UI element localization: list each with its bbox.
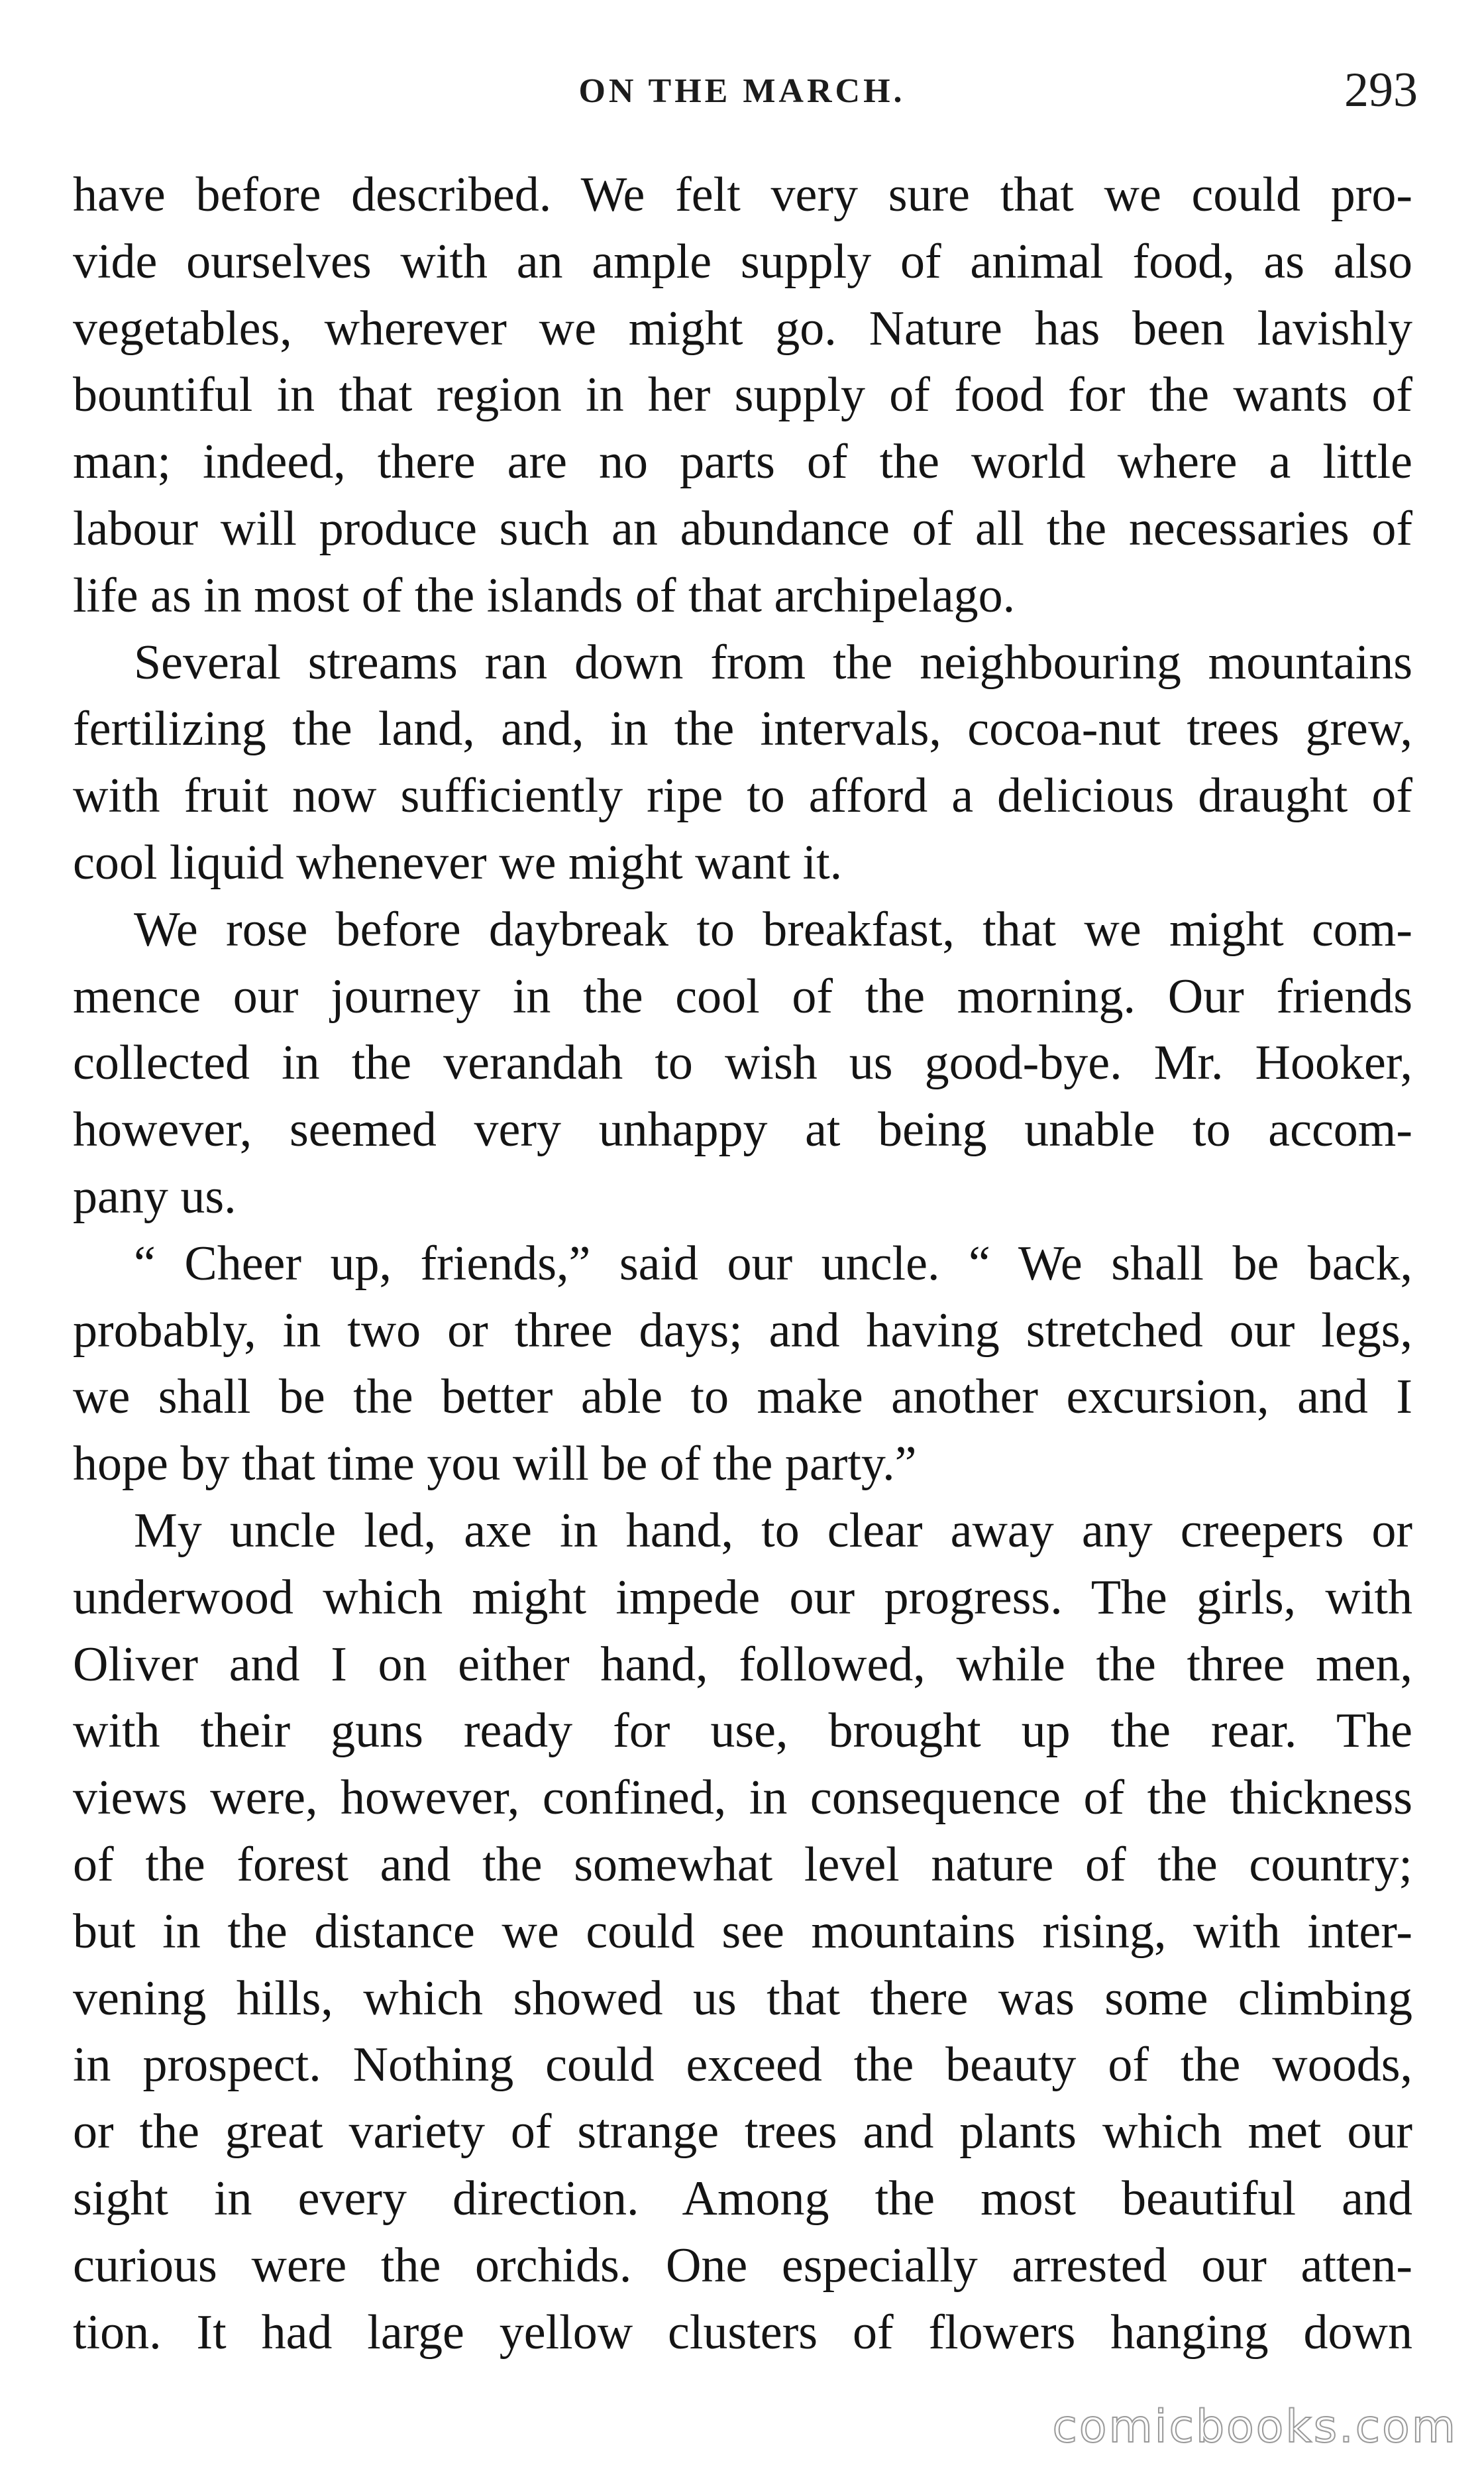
text-line: have before described. We felt very sure that we could pro- [73, 168, 1412, 222]
text-line: We rose before daybreak to breakfast, that we might com- [134, 902, 1412, 957]
text-line: cool liquid whenever we might want it. [73, 835, 843, 890]
text-line: probably, in two or three days; and having stretched our legs, [73, 1303, 1412, 1358]
text-line: labour will produce such an abundance of all the necessaries of [73, 501, 1412, 556]
text-line: pany us. [73, 1169, 237, 1224]
text-line: vegetables, wherever we might go. Nature has been lavishly [73, 301, 1412, 356]
text-line: collected in the verandah to wish us good-bye. Mr. Hooker, [73, 1036, 1412, 1091]
text-line: curious were the orchids. One especially arrested our atten- [73, 2238, 1412, 2293]
page-number: 293 [1344, 63, 1418, 117]
text-line: My uncle led, axe in hand, to clear away any creepers or [134, 1503, 1412, 1558]
text-line: “ Cheer up, friends,” said our uncle. “ We shall be back, [134, 1236, 1412, 1291]
running-head [0, 63, 1484, 131]
text-line: with fruit now sufficiently ripe to afford a delicious draught of [73, 769, 1412, 824]
text-line: we shall be the better able to make another excursion, and I [73, 1370, 1412, 1425]
text-line: bountiful in that region in her supply of food for the wants of [73, 368, 1412, 423]
text-line: hope by that time you will be of the party.” [73, 1437, 917, 1492]
text-line: fertilizing the land, and, in the intervals, cocoa-nut trees grew, [73, 702, 1412, 757]
text-line: man; indeed, there are no parts of the world where a little [73, 435, 1412, 490]
text-line: in prospect. Nothing could exceed the beauty of the woods, [73, 2038, 1412, 2093]
text-line: of the forest and the somewhat level nature of the country; [73, 1837, 1412, 1892]
text-line: vide ourselves with an ample supply of animal food, as also [73, 234, 1412, 289]
text-line: or the great variety of strange trees and plants which met our [73, 2105, 1412, 2160]
text-line: Oliver and I on either hand, followed, while the three men, [73, 1637, 1412, 1692]
text-line: vening hills, which showed us that there was some climbing [73, 1971, 1412, 2026]
running-head-title: ON THE MARCH. [578, 72, 906, 110]
text-line: however, seemed very unhappy at being unable to accom- [73, 1103, 1412, 1158]
text-line: with their guns ready for use, brought up the rear. The [73, 1704, 1412, 1759]
watermark: comicbooks.com [1052, 2401, 1458, 2453]
text-line: life as in most of the islands of that archipelago. [73, 568, 1016, 623]
text-line: mence our journey in the cool of the morning. Our friends [73, 969, 1412, 1024]
text-line: views were, however, confined, in consequence of the thickness [73, 1771, 1412, 1826]
text-line: but in the distance we could see mountains rising, with inter- [73, 1904, 1412, 1959]
body-text [73, 162, 1412, 2366]
text-line: Several streams ran down from the neighbouring mountains [134, 635, 1412, 690]
text-line: underwood which might impede our progress. The girls, with [73, 1570, 1412, 1625]
text-line: tion. It had large yellow clusters of flowers hanging down [73, 2305, 1412, 2360]
text-line: sight in every direction. Among the most beautiful and [73, 2171, 1412, 2226]
